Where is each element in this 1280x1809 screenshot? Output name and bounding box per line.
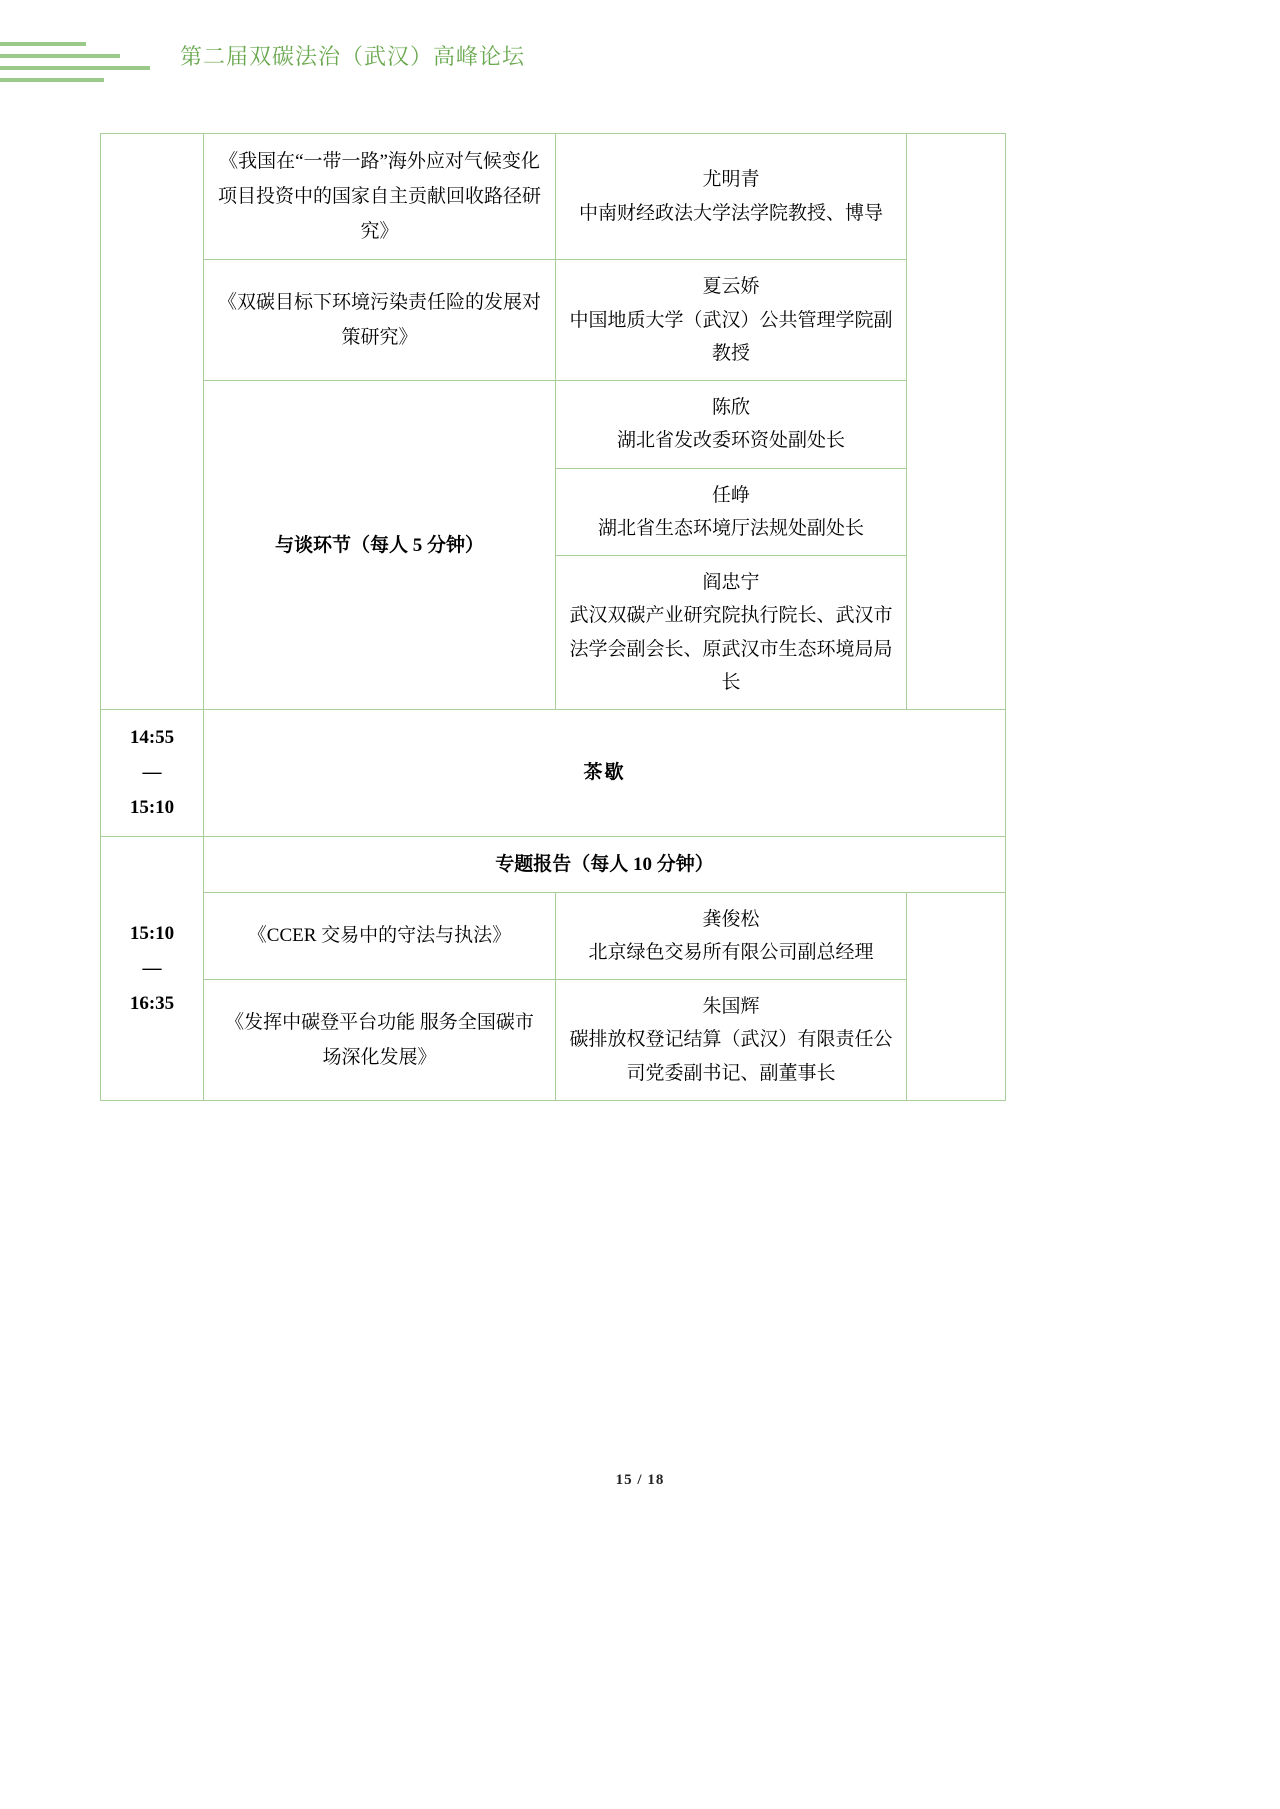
table-row bbox=[101, 892, 1006, 980]
time-start: 14:55 bbox=[129, 727, 175, 749]
table-row bbox=[101, 134, 1006, 260]
tea-break-label: 茶歇 bbox=[204, 710, 1006, 836]
table-row bbox=[101, 260, 1006, 381]
person-title: 湖北省生态环境厅法规处副处长 bbox=[597, 517, 864, 539]
person-cell bbox=[556, 556, 907, 710]
person-name: 任峥 bbox=[711, 484, 750, 506]
time-end: 15:10 bbox=[129, 797, 175, 819]
topic-cell: 《双碳目标下环境污染责任险的发展对策研究》 bbox=[204, 260, 556, 381]
time-cell-empty bbox=[101, 134, 204, 710]
page-number: 15 / 18 bbox=[615, 1472, 665, 1488]
header-title: 第二届双碳法治（武汉）高峰论坛 bbox=[180, 44, 526, 69]
person-name: 朱国辉 bbox=[702, 996, 760, 1018]
person-name: 夏云娇 bbox=[702, 276, 760, 298]
page-footer bbox=[0, 1472, 1280, 1489]
extra-cell-empty bbox=[907, 892, 1006, 1100]
table-row bbox=[101, 381, 1006, 469]
person-title: 湖北省发改委环资处副处长 bbox=[616, 430, 845, 452]
topic-cell: 《我国在“一带一路”海外应对气候变化项目投资中的国家自主贡献回收路径研究》 bbox=[204, 134, 556, 260]
time-end: 16:35 bbox=[129, 992, 175, 1014]
topic-cell: 《发挥中碳登平台功能 服务全国碳市场深化发展》 bbox=[204, 980, 556, 1101]
person-name: 龚俊松 bbox=[702, 908, 760, 930]
green-stripes-logo-icon bbox=[0, 40, 150, 84]
person-name: 陈欣 bbox=[711, 397, 750, 419]
table-row-section-heading bbox=[101, 836, 1006, 892]
agenda-table bbox=[100, 133, 1006, 1101]
person-cell bbox=[556, 260, 907, 381]
person-cell bbox=[556, 134, 907, 260]
person-title: 中南财经政法大学法学院教授、博导 bbox=[578, 202, 883, 224]
person-name: 尤明青 bbox=[702, 169, 760, 191]
page-header bbox=[0, 40, 1280, 88]
extra-cell-empty bbox=[907, 134, 1006, 710]
person-cell bbox=[556, 980, 907, 1101]
table-row-tea-break bbox=[101, 710, 1006, 836]
person-title: 中国地质大学（武汉）公共管理学院副教授 bbox=[569, 309, 893, 364]
person-title: 武汉双碳产业研究院执行院长、武汉市法学会副会长、原武汉市生态环境局局长 bbox=[569, 605, 893, 693]
topic-cell: 《CCER 交易中的守法与执法》 bbox=[204, 892, 556, 980]
agenda-table-container bbox=[100, 133, 1005, 1101]
time-start: 15:10 bbox=[129, 922, 175, 944]
topic-cell-discussion: 与谈环节（每人 5 分钟） bbox=[204, 381, 556, 710]
time-dash: — bbox=[142, 957, 162, 979]
section-title: 专题报告（每人 10 分钟） bbox=[204, 836, 1006, 892]
time-cell bbox=[101, 710, 204, 836]
person-title: 北京绿色交易所有限公司副总经理 bbox=[588, 941, 874, 963]
person-cell bbox=[556, 381, 907, 469]
time-cell bbox=[101, 836, 204, 1100]
table-row bbox=[101, 980, 1006, 1101]
time-dash: — bbox=[142, 762, 162, 784]
person-title: 碳排放权登记结算（武汉）有限责任公司党委副书记、副董事长 bbox=[569, 1029, 893, 1084]
person-name: 阎忠宁 bbox=[702, 572, 760, 594]
person-cell bbox=[556, 468, 907, 556]
person-cell bbox=[556, 892, 907, 980]
